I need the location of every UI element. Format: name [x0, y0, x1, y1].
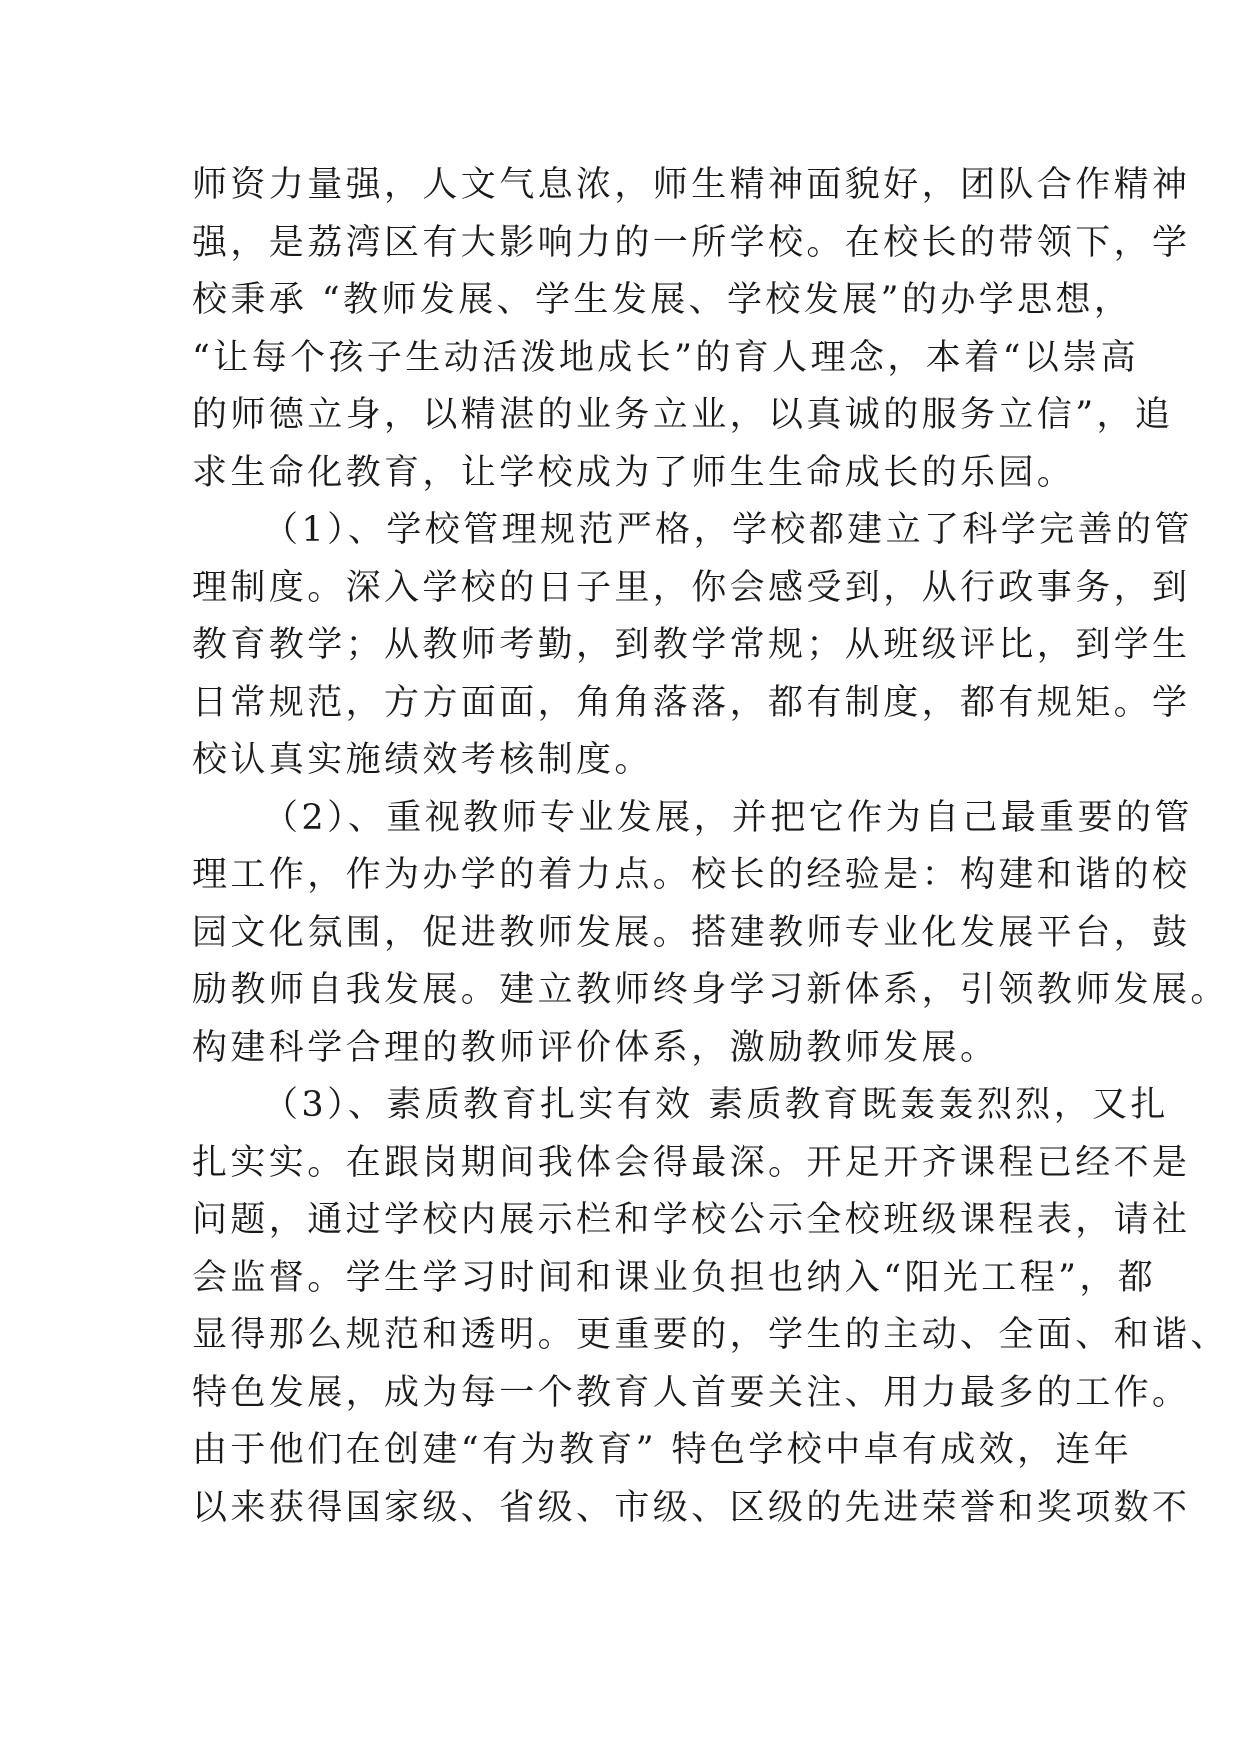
text-line: 由于他们在创建“有为教育” 特色学校中卓有成效，连年: [192, 1430, 1133, 1470]
paragraph-first-line: （1）、学校管理规范严格，学校都建立了科学完善的管: [263, 510, 1193, 550]
text-line: 日常规范，方方面面，角角落落，都有制度，都有规矩。学: [192, 682, 1191, 723]
text-line: 教育教学；从教师考勤，到教学常规；从班级评比，到学生: [192, 625, 1191, 665]
text-line: 理制度。深入学校的日子里，你会感受到，从行政事务，到: [192, 567, 1191, 608]
text-line: 扎实实。在跟岗期间我体会得最深。开足开齐课程已经不是: [192, 1142, 1191, 1183]
text-line: 理工作，作为办学的着力点。校长的经验是：构建和谐的校: [192, 855, 1191, 895]
text-line: 校认真实施绩效考核制度。: [192, 740, 653, 780]
text-line: 强，是荔湾区有大影响力的一所学校。在校长的带领下，学: [192, 222, 1191, 263]
text-line: 求生命化教育，让学校成为了师生生命成长的乐园。: [192, 452, 1076, 493]
body-text: [192, 157, 1229, 1537]
text-line: 问题，通过学校内展示栏和学校公示全校班级课程表，请社: [192, 1200, 1191, 1240]
text-line: 园文化氛围，促进教师发展。搭建教师专业化发展平台，鼓: [192, 912, 1191, 953]
text-line: 构建科学合理的教师评价体系，激励教师发展。: [192, 1027, 999, 1068]
paragraph-first-line: （3）、素质教育扎实有效 素质教育既轰轰烈烈，又扎: [263, 1085, 1169, 1125]
text-line: 励教师自我发展。建立教师终身学习新体系，引领教师发展。: [192, 970, 1229, 1010]
paragraph-first-line: （2）、重视教师专业发展，并把它作为自己最重要的管: [263, 797, 1193, 838]
text-line: 特色发展，成为每一个教育人首要关注、用力最多的工作。: [192, 1372, 1191, 1413]
text-line: 师资力量强，人文气息浓，师生精神面貌好，团队合作精神: [192, 165, 1191, 205]
text-line: 的师德立身，以精湛的业务立业，以真诚的服务立信”，追: [192, 395, 1174, 435]
text-line: 显得那么规范和透明。更重要的，学生的主动、全面、和谐、: [192, 1315, 1229, 1355]
text-line: 校秉承 “教师发展、学生发展、学校发展”的办学思想，: [192, 280, 1133, 320]
text-line: 会监督。学生学习时间和课业负担也纳入“阳光工程”，都: [192, 1257, 1157, 1298]
text-line: “让每个孩子生动活泼地成长”的育人理念，本着“以崇高: [192, 337, 1140, 378]
text-line: 以来获得国家级、省级、市级、区级的先进荣誉和奖项数不: [192, 1487, 1191, 1528]
